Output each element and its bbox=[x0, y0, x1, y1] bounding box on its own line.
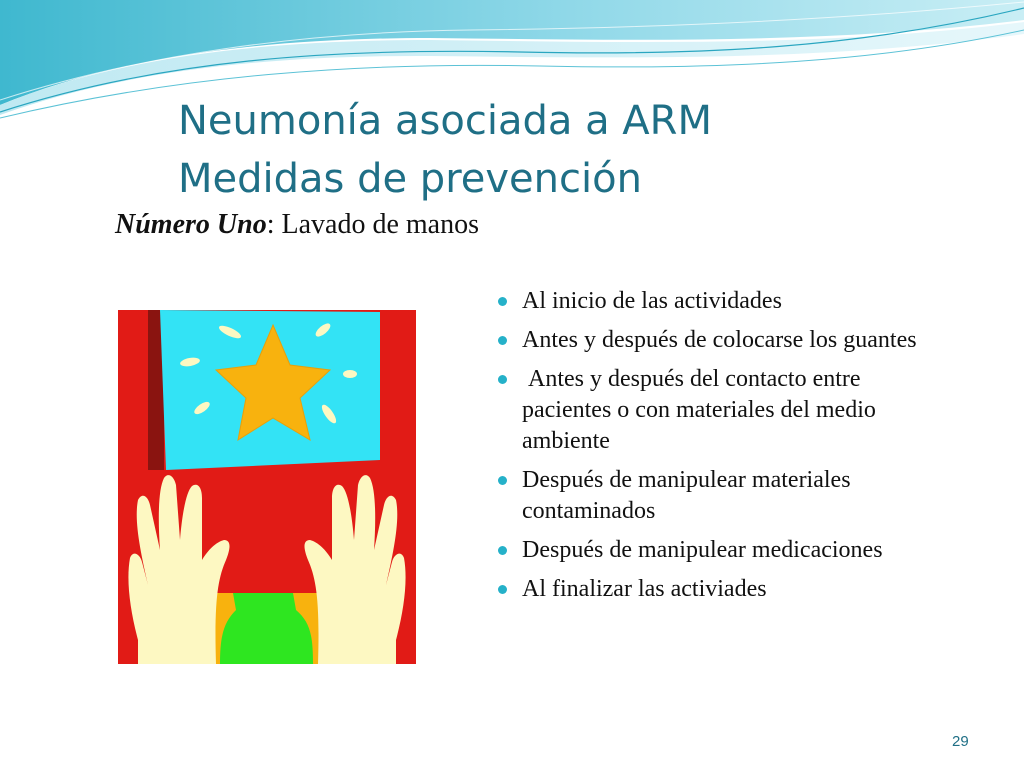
list-item: Antes y después del contacto entre pacientes o con materiales del medio ambiente bbox=[496, 364, 936, 457]
list-item: Al finalizar las activiades bbox=[496, 574, 936, 605]
list-item: Después de manipulear medicaciones bbox=[496, 535, 936, 566]
list-item: Al inicio de las actividades bbox=[496, 286, 936, 317]
slide-title bbox=[178, 92, 712, 208]
list-item: Después de manipulear materiales contaminados bbox=[496, 465, 936, 527]
hands-star-illustration-icon bbox=[118, 310, 416, 664]
slide-number: 29 bbox=[952, 733, 969, 750]
subtitle-emphasis: Número Uno bbox=[115, 209, 267, 240]
subtitle bbox=[115, 209, 479, 241]
subtitle-rest: : Lavado de manos bbox=[266, 209, 479, 240]
title-line-1: Neumonía asociada a ARM bbox=[178, 98, 712, 144]
title-line-2: Medidas de prevención bbox=[178, 156, 642, 202]
bullet-list bbox=[496, 286, 936, 613]
list-item: Antes y después de colocarse los guantes bbox=[496, 325, 936, 356]
